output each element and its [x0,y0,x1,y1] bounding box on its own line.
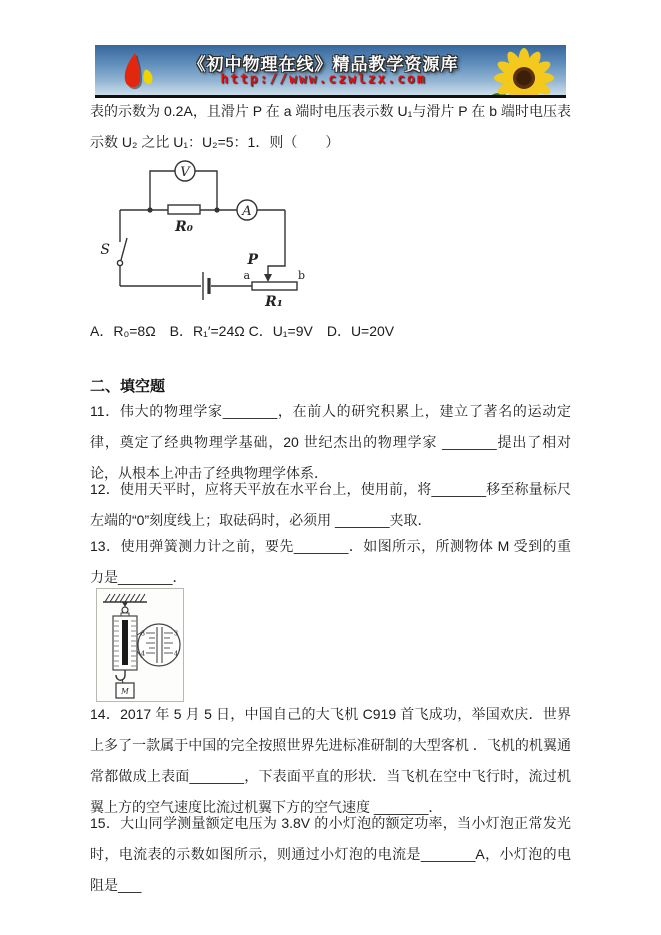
terminal-a-label: a [243,269,250,282]
voltmeter-label: V [180,165,190,180]
site-logo-icon [111,48,157,92]
ammeter-label: A [242,204,252,219]
switch-label: S [100,242,110,258]
magnifier-lower-left: 4 [140,649,145,658]
site-banner [95,45,566,98]
question-14-text: 14．2017 年 5 月 5 日，中国自己的大飞机 C919 首飞成功，举国欢庆．世界上多了一款属于中国的完全按照世界先进标准研制的大型客机 ．飞机的机翼通常都做成上表面_______，下表面平直的形状．当飞机在空中飞行时，流过机翼上方的空气速度比流过机翼下方的空气速度 _______． [90,706,571,815]
rheostat-r1-label: R₁ [265,294,283,310]
question-13-text: 13．使用弹簧测力计之前，要先_______．如图所示，所测物体 M 受到的重力是_______． [90,538,571,585]
junction-dot [147,207,152,212]
resistor-r0-label: R₀ [175,219,193,235]
sunflower-image [487,48,561,98]
weight-label: M [121,686,129,696]
magnifier-upper-right: 3 [174,629,179,638]
magnifier-upper-left: 3 [140,629,145,638]
question-12-text: 12．使用天平时，应将天平放在水平台上，使用前，将_______移至称量标尺左端的“0”刻度线上；取砝码时，必须用 _______夹取． [90,481,571,528]
spring-scale-figure [96,588,184,702]
magnifier-lower-right: 4 [174,649,179,658]
slider-p-label: P [247,252,258,268]
circuit-diagram [100,158,305,310]
site-url: http://www.czwlzx.com [220,72,427,87]
junction-dot [214,207,219,212]
hook-icon [116,675,125,680]
question-11-text: 11．伟大的物理学家_______，在前人的研究积累上，建立了著名的运动定律，奠定了经典物理学基础，20 世纪杰出的物理学家 _______提出了相对论，从根本上冲击了经典物理学体系． [90,403,571,481]
answer-options: A．R₀=8Ω B．R₁′=24Ω C．U₁=9V D．U=20V [90,323,395,339]
question-15-text: 15．大山同学测量额定电压为 3.8V 的小灯泡的额定功率，当小灯泡正常发光时，电流表的示数如图所示，则通过小灯泡的电流是_______A，小灯泡的电阻是___ [90,815,571,893]
question-intro-text: 表的示数为 0.2A，且滑片 P 在 a 端时电压表示数 U₁与滑片 P 在 b 端时电压表示数 U₂ 之比 U₁：U₂=5：1．则（ ） [90,103,571,150]
terminal-b-label: b [298,269,305,282]
section-heading: 二、填空题 [90,378,166,395]
hanger-icon [122,602,128,607]
site-title: 《初中物理在线》精品教学资源库 [188,55,459,74]
slider-arrow-icon [264,274,272,282]
